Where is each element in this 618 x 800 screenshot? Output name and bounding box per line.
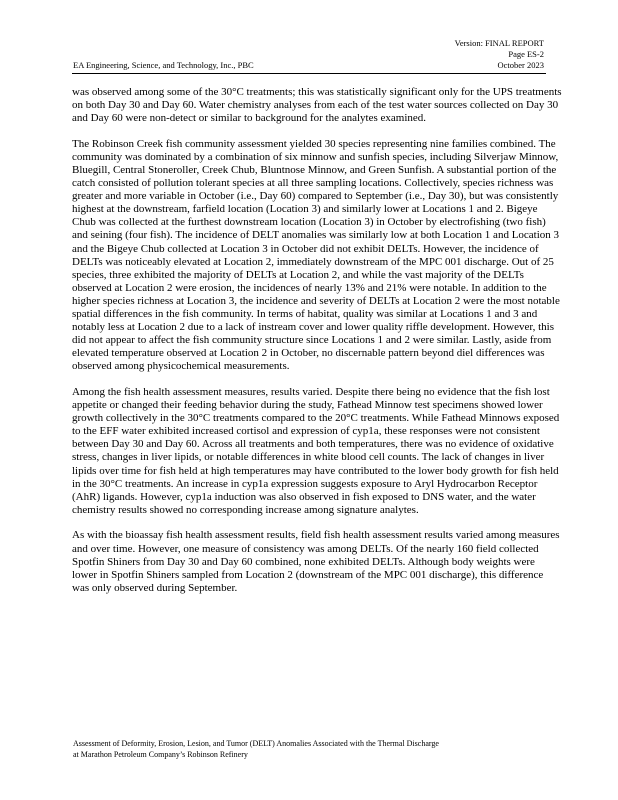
paragraph-fish-health: Among the fish health assessment measures, results varied. Despite there being no evidence that the fish lost appetite or changed their feeding behavior during the study, Fathead Minnow test specimens showed lower growth collectively in the 30°C treatments compared to the 20°C treatments. While Fathead Minnows exposed to the EFF water exhibited increased cortisol and expression of cyp1a, these responses were not consistent between Day 30 and Day 60. Across all treatments and both temperatures, there was no evidence of oxidative stress, changes in liver lipids, or notable differences in white blood cell counts. The lack of changes in liver lipids over time for fish held at high temperatures may have contributed to the lower body growth for fish held in the 30°C treatments. An increase in cyp1a expression suggests exposure to Aryl Hydrocarbon Receptor (AhR) ligands. However, cyp1a induction was also observed in fish exposed to DNS water, and the water chemistry results showed no corresponding increase among signature analytes. [72, 385, 560, 516]
paragraph-fish-community: The Robinson Creek fish community assessment yielded 30 species representing nine families combined. The community was dominated by a combination of six minnow and sunfish species, including Silverjaw Minnow, Bluegill, Central Stoneroller, Creek Chub, Bluntnose Minnow, and Green Sunfish. A substantial portion of the catch consisted of pollution tolerant species at all three sampling locations. Collectively, species richness was greater and more variable in October (i.e., Day 60) compared to September (i.e., Day 30), but was consistently highest at the downstream, farfield location (Location 3) and similarly lower at Locations 1 and 2. Bigeye Chub was collected at the furthest downstream location (Location 3) in October by electrofishing (two fish) and seining (four fish). The incidence of DELT anomalies was similarly low at both Location 1 and Location 3 and the Bigeye Chub collected at Location 3 in October did not exhibit DELTs. However, the incidence of DELTs was noticeably elevated at Location 2, immediately downstream of the MPC 001 discharge. Out of 25 species, three exhibited the majority of DELTs at Location 2, and while the vast majority of the DELTs observed at Location 2 were erosion, the incidences of nearly 13% and 21% were notable. In addition to the higher species richness at Location 3, the incidence and severity of DELTs at Location 2 were the most notable spatial differences in the fish community. In terms of habitat, quality was similar at Locations 1 and 3 and notably less at Location 2 due to a lack of instream cover and lower quality riffle development. However, this did not appear to affect the fish community structure since Locations 1 and 2 were similar. Lastly, aside from elevated temperature observed at Location 2 in October, no discernable pattern beyond diel differences was observed among physicochemical measurements. [72, 137, 560, 373]
report-date: October 2023 [497, 60, 544, 70]
footer-line-2: at Marathon Petroleum Company’s Robinson Refinery [73, 749, 248, 759]
company-name: EA Engineering, Science, and Technology, Inc., PBC [73, 60, 254, 70]
paragraph-field-fish-health: As with the bioassay fish health assessment results, field fish health assessment results varied among measures and over time. However, one measure of consistency was among DELTs. Of the nearly 160 field collected Spotfin Shiners from Day 30 and Day 60 combined, none exhibited DELTs. Although body weights were lower in Spotfin Shiners sampled from Location 2 (downstream of the MPC 001 discharge), this difference was only observed during September. [72, 529, 560, 594]
header-meta [455, 38, 544, 71]
footer-line-1: Assessment of Deformity, Erosion, Lesion, and Tumor (DELT) Anomalies Associated with the Thermal Discharge [73, 739, 439, 748]
footer [73, 739, 553, 760]
paragraph-water-chemistry: was observed among some of the 30°C treatments; this was statistically significant only for the UPS treatments on both Day 30 and Day 60. Water chemistry analyses from each of the test water sources collected on Day 30 and Day 60 were non-detect or similar to background for the analytes examined. [72, 86, 562, 125]
header-divider [72, 73, 546, 74]
page-number: Page ES-2 [508, 49, 544, 59]
report-version: Version: FINAL REPORT [454, 38, 544, 48]
document-body [72, 86, 562, 607]
